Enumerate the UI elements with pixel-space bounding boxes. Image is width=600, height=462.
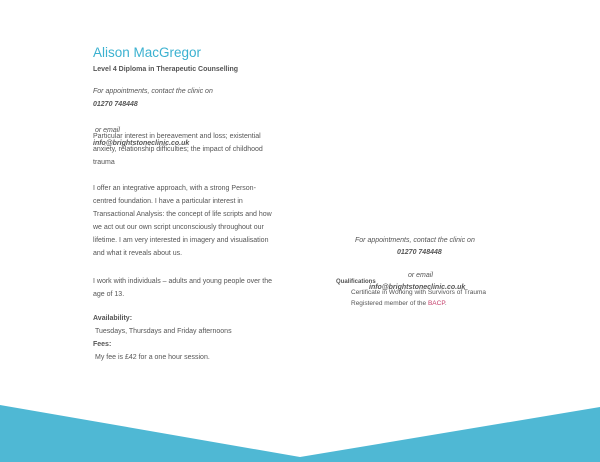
availability-label: Availability:	[93, 315, 133, 322]
approach-line: Transactional Analysis: the concept of life scripts and how	[93, 211, 272, 218]
footer-band	[0, 405, 600, 462]
email-link[interactable]: info@brightstoneclinic.co.uk	[93, 140, 190, 147]
or-email-text: or email	[95, 127, 120, 134]
appointments-text: For appointments, contact the clinic on	[93, 88, 213, 95]
clients-line: I work with individuals – adults and young people over the	[93, 278, 272, 285]
approach-line: lifetime. I am very interested in imagery and visualisation	[93, 237, 269, 244]
appointments-text-right: For appointments, contact the clinic on	[355, 237, 475, 244]
approach-line: I offer an integrative approach, with a strong Person-	[93, 185, 256, 192]
clients-line: age of 13.	[93, 291, 125, 298]
approach-line: and what it reveals about us.	[93, 250, 183, 257]
approach-paragraph	[93, 182, 272, 260]
clients-paragraph	[93, 275, 272, 301]
bacp-link[interactable]: BACP	[427, 300, 445, 307]
membership-suffix: .	[444, 300, 447, 307]
approach-line: centred foundation. I have a particular interest in	[93, 198, 243, 205]
qualifications-label: Qualifications	[336, 279, 376, 285]
approach-line: we act out our own script unconsciously throughout our	[93, 224, 264, 231]
fees-value: My fee is £42 for a one hour session.	[95, 354, 210, 361]
certificate-item: Certificate in Working with Survivors of Trauma	[351, 289, 486, 296]
availability-value: Tuesdays, Thursdays and Friday afternoons	[95, 328, 232, 335]
phone-number[interactable]: 01270 748448	[93, 101, 138, 108]
interests-line: Particular interest in bereavement and loss; existential	[93, 133, 261, 140]
footer-band-shape	[0, 405, 600, 462]
main-qualification: Level 4 Diploma in Therapeutic Counselling	[93, 66, 239, 73]
email-link-right[interactable]: info@brightstoneclinic.co.uk	[369, 284, 466, 291]
interests-line: anxiety, relationship difficulties; the impact of childhood	[93, 146, 263, 153]
interests-line: trauma	[93, 159, 115, 166]
phone-number-right[interactable]: 01270 748448	[397, 249, 442, 256]
membership-item	[351, 300, 447, 307]
or-email-text-right: or email	[408, 272, 433, 279]
interests-paragraph	[93, 130, 263, 169]
therapist-name: Alison MacGregor	[93, 45, 202, 60]
membership-prefix: Registered member of the	[351, 300, 427, 307]
fees-label: Fees:	[93, 341, 112, 348]
